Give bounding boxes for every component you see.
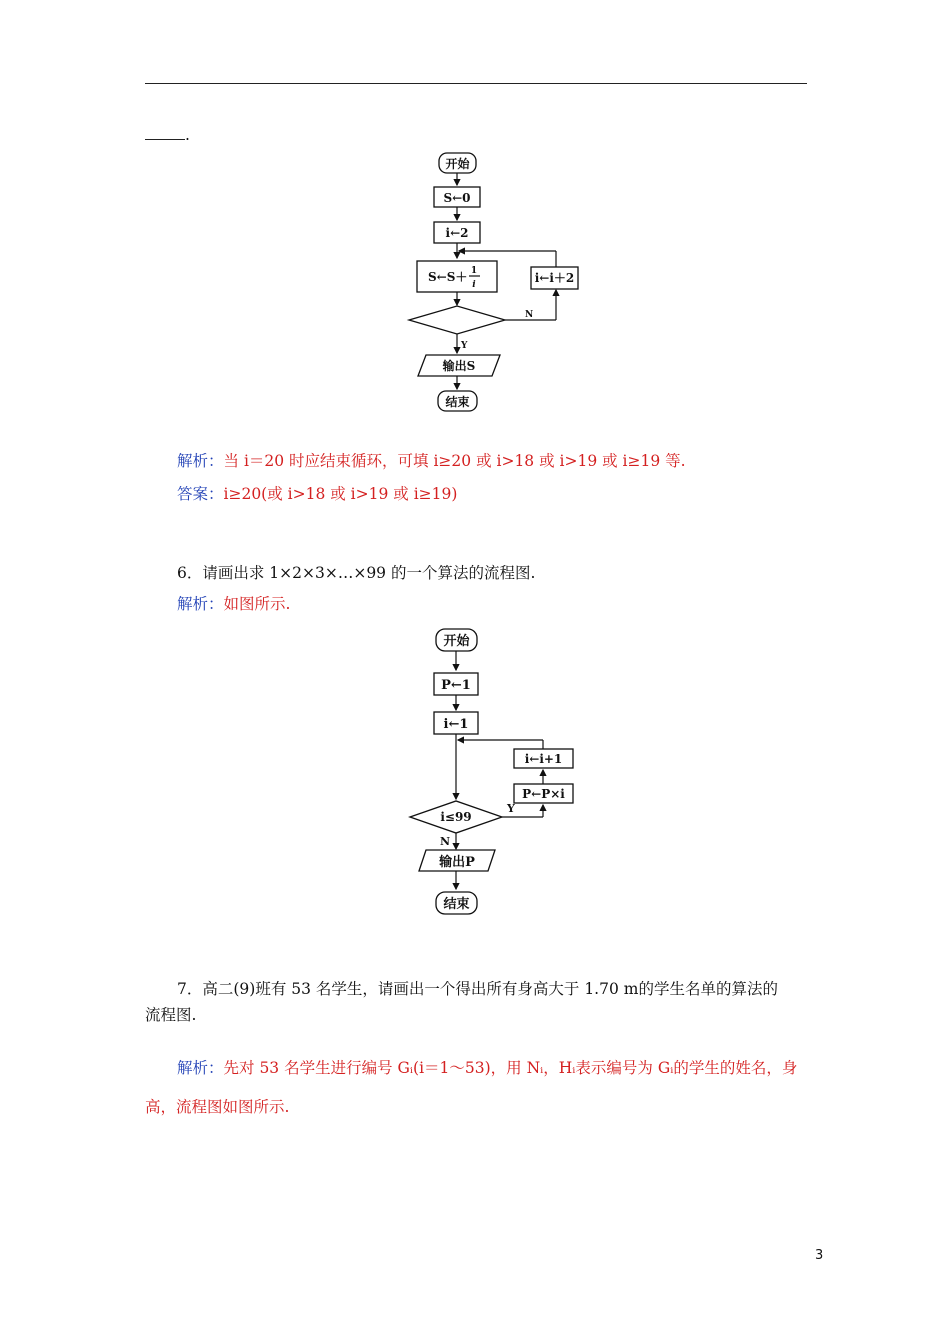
no-label: N	[440, 835, 451, 848]
q7-question-line2: 流程图.	[145, 1006, 197, 1024]
frac-denominator: i	[472, 280, 476, 290]
blank-line	[145, 139, 185, 140]
yes-label: Y	[507, 802, 515, 815]
answer-blank	[145, 126, 190, 144]
q7-analysis-label: 解析：	[177, 1059, 224, 1077]
s-update-label: S←S＋	[428, 270, 468, 284]
no-label: N	[525, 310, 534, 320]
q7-analysis-line1	[177, 1058, 797, 1078]
q5-answer	[177, 484, 457, 504]
q5-analysis-text: 当 i＝20 时应结束循环，可填 i≥20 或 i>18 或 i>19 或 i≥19 等.	[223, 452, 686, 470]
end-label: 结束	[443, 897, 470, 912]
p-update-label: P←P×i	[522, 787, 565, 801]
q5-analysis-label: 解析：	[177, 452, 224, 470]
start-label: 开始	[445, 157, 470, 171]
page-number: 3	[815, 1248, 824, 1263]
q5-answer-label: 答案：	[177, 485, 224, 503]
q7-analysis-text: 先对 53 名学生进行编号 Gᵢ(i＝1～53)，用 Nᵢ，Hᵢ表示编号为 Gᵢ的学生的姓名，身	[223, 1059, 798, 1077]
start-label: 开始	[443, 634, 470, 649]
q7-question-line1: 7．高二(9)班有 53 名学生，请画出一个得出所有身高大于 1.70 m的学生名单的算法的	[177, 980, 778, 998]
s-init-label: S←0	[443, 191, 471, 205]
flowchart-1	[400, 145, 590, 420]
p-init-label: P←1	[441, 678, 471, 693]
i-init-label: i←1	[443, 717, 469, 732]
blank-suffix: .	[185, 126, 190, 144]
header-rule	[145, 83, 807, 84]
frac-numerator: 1	[470, 266, 478, 276]
output-label: 输出P	[439, 855, 475, 870]
end-label: 结束	[445, 395, 470, 409]
yes-label: Y	[461, 341, 468, 351]
q6-question: 6．请画出求 1×2×3×…×99 的一个算法的流程图.	[177, 564, 536, 582]
q6-analysis	[177, 594, 290, 614]
flowchart-2	[400, 620, 590, 920]
q5-analysis	[177, 451, 686, 471]
i-init-label: i←2	[445, 226, 469, 240]
q6-analysis-label: 解析：	[177, 595, 224, 613]
q5-answer-text: i≥20(或 i>18 或 i>19 或 i≥19)	[223, 485, 458, 503]
condition-diamond	[409, 306, 505, 334]
q6-analysis-text: 如图所示.	[223, 595, 291, 613]
i-update-label: i←i+1	[524, 752, 563, 766]
q7-analysis-line2: 高，流程图如图所示.	[145, 1098, 290, 1116]
output-label: 输出S	[442, 359, 476, 373]
condition-label: i≤99	[440, 810, 472, 824]
i-update-label: i←i＋2	[534, 271, 575, 285]
